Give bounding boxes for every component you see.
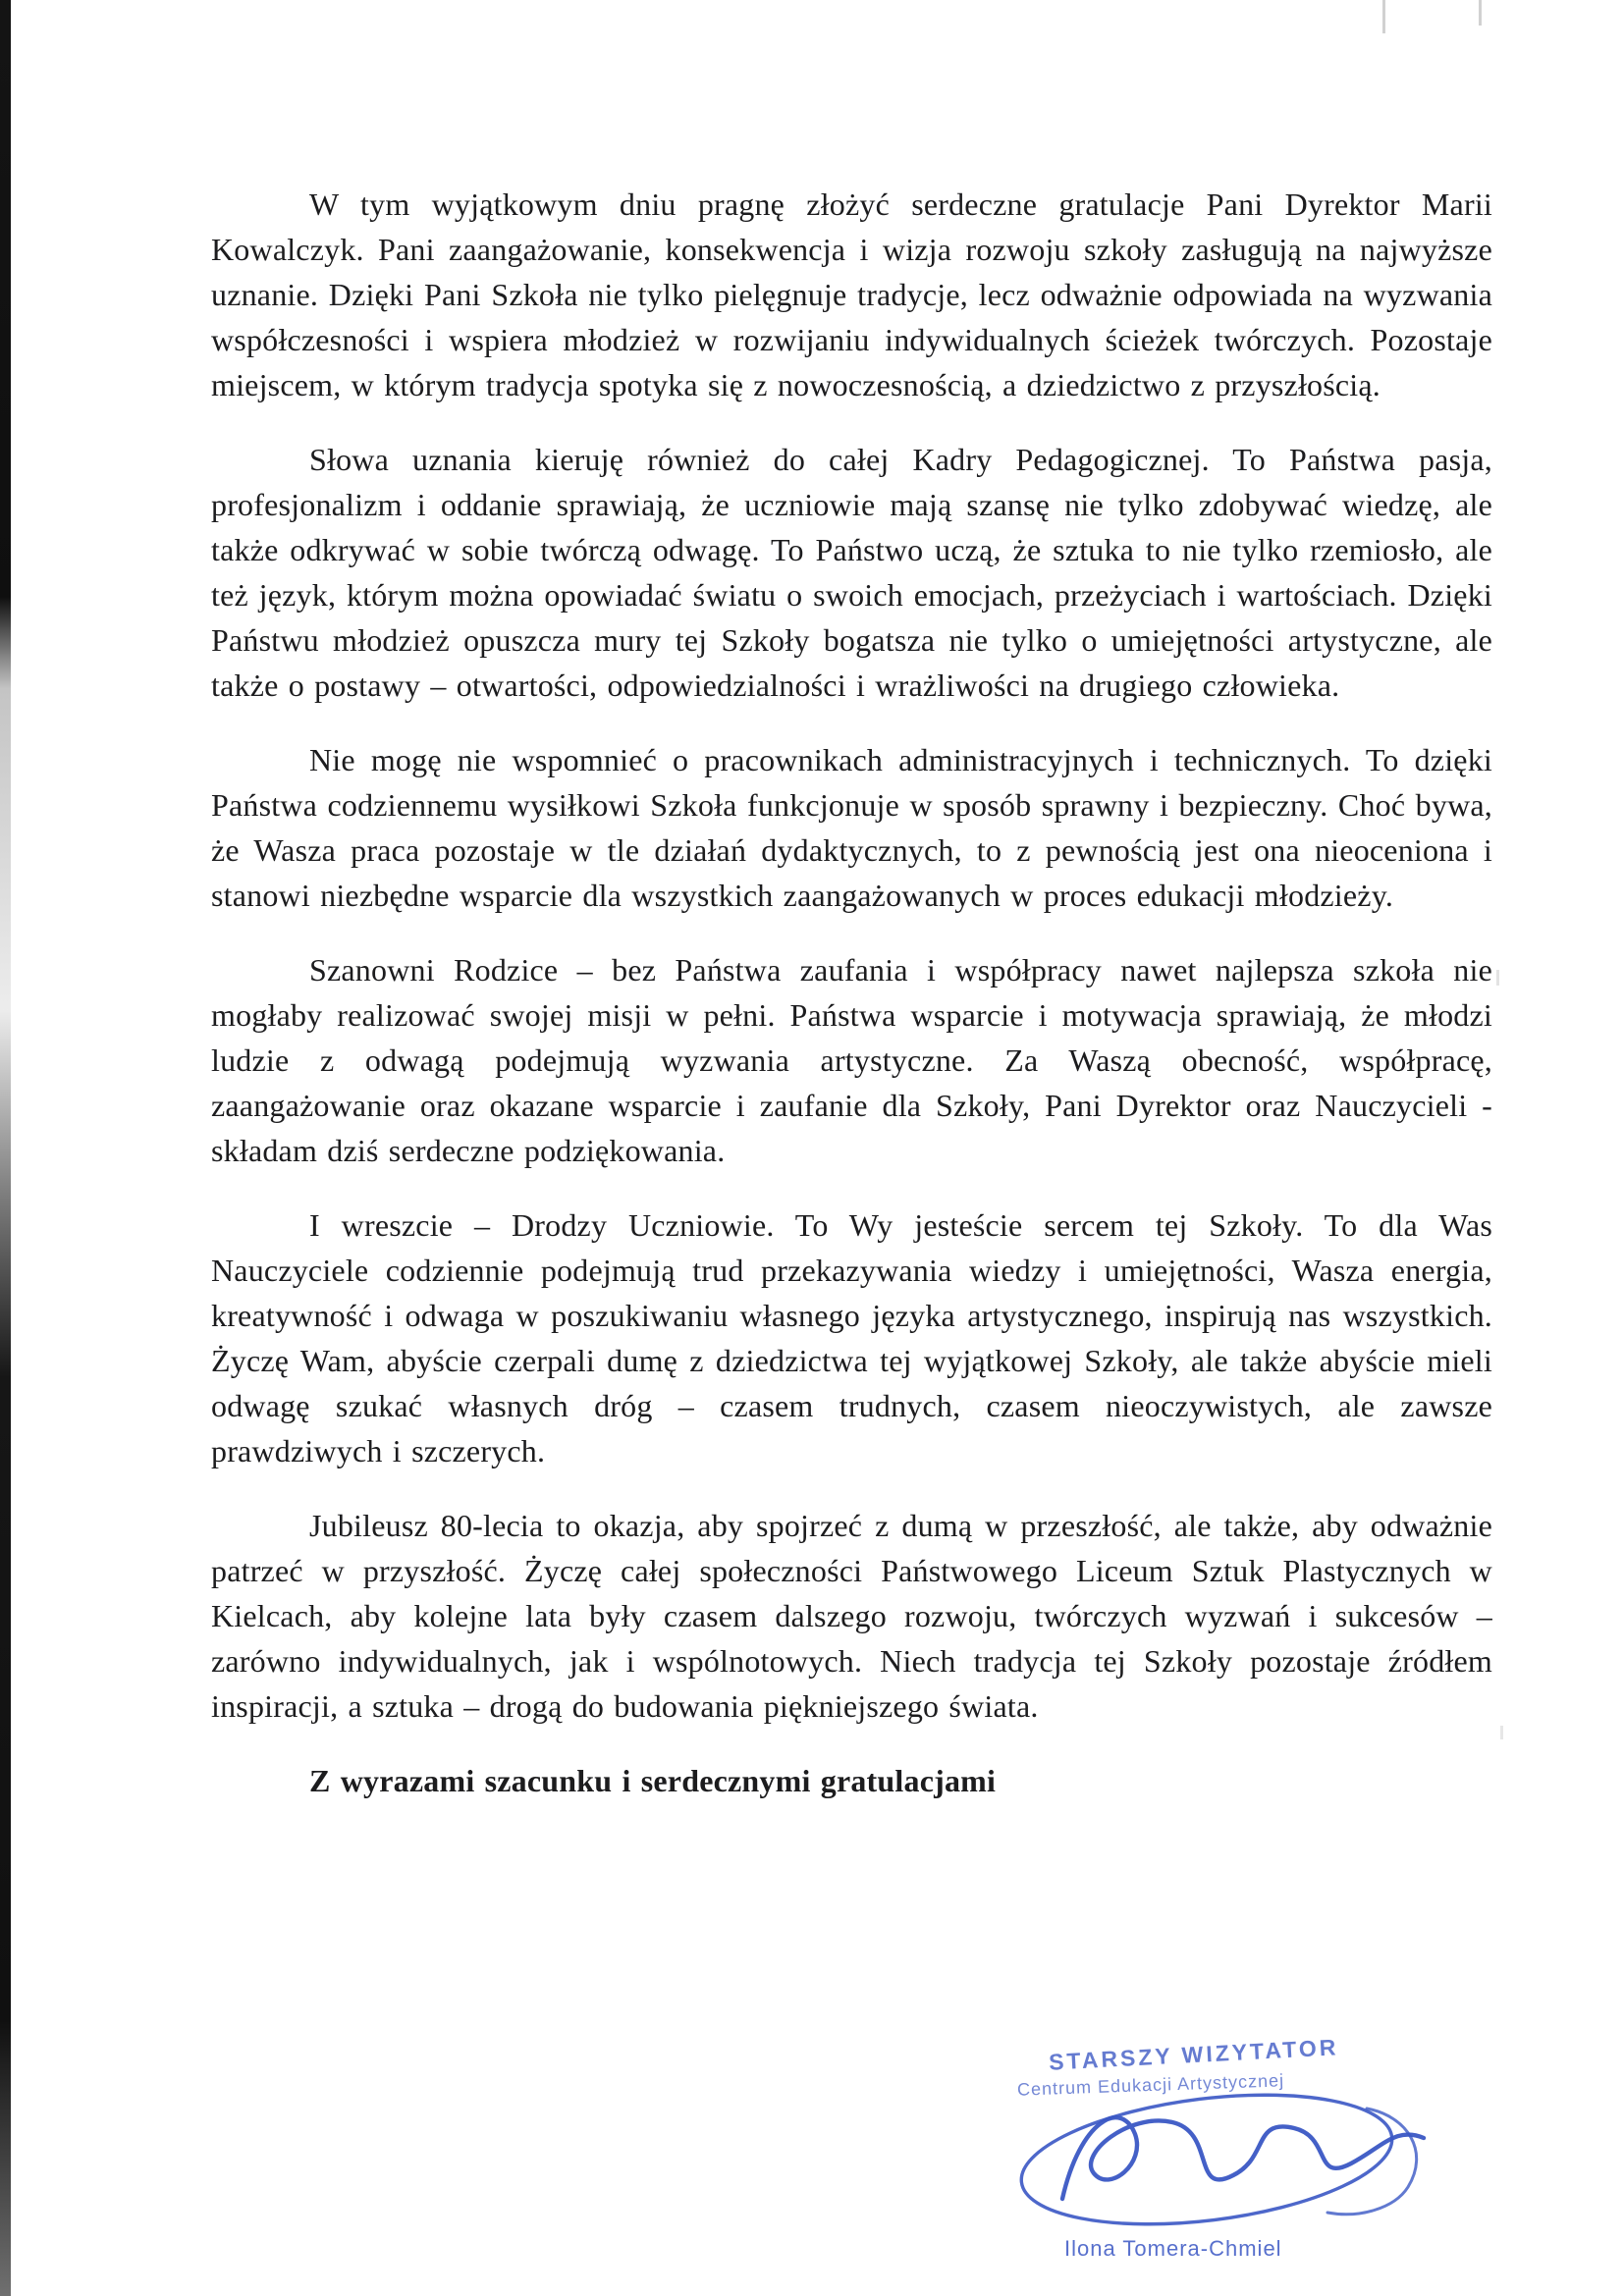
letter-body bbox=[211, 182, 1492, 1833]
paragraph-rodzice: Szanowni Rodzice – bez Państwa zaufania i współpracy nawet najlepsza szkoła nie mogłaby realizować swojej misji w pełni. Państwa wsparcie i motywacja sprawiają, że młodzi ludzie z odwagą podejmują wyzwania artystyczne. Za Waszą obecność, współpracę, zaangażowanie oraz okazane wsparcie i zaufanie dla Szkoły, Pani Dyrektor oraz Nauczycieli - składam dziś serdeczne podziękowania. bbox=[211, 952, 1492, 1168]
paragraph-gratulacje: W tym wyjątkowym dniu pragnę złożyć serdeczne gratulacje Pani Dyrektor Marii Kowalczyk. Pani zaangażowanie, konsekwencja i wizja rozwoju szkoły zasługują na najwyższe uznanie. Dzięki Pani Szkoła nie tylko pielęgnuje tradycje, lecz odważnie odpowiada na wyzwania współczesności i wspiera młodzież w rozwijaniu indywidualnych ścieżek twórczych. Pozostaje miejscem, w którym tradycja spotyka się z nowoczesnością, a dziedzictwo z przyszłością. bbox=[211, 187, 1492, 402]
signature-scribble-icon bbox=[986, 2044, 1447, 2260]
scan-artifact-left-edge bbox=[0, 0, 11, 2296]
stamp-title: STARSZY WIZYTATOR bbox=[1048, 2034, 1339, 2075]
paragraph-kadra-pedagogiczna: Słowa uznania kieruję również do całej Kadry Pedagogicznej. To Państwa pasja, profesjonalizm i oddanie sprawiają, że uczniowie mają szansę nie tylko zdobywać wiedzę, ale także odkrywać w sobie twórczą odwagę. To Państwo uczą, że sztuka to nie tylko rzemiosło, ale też język, którym można opowiadać światu o swoich emocjach, przeżyciach i wartościach. Dzięki Państwu młodzież opuszcza mury tej Szkoły bogatsza nie tylko o umiejętności artystyczne, ale także o postawy – otwartości, odpowiedzialności i wrażliwości na drugiego człowieka. bbox=[211, 442, 1492, 703]
scan-artifact-mark bbox=[1382, 0, 1385, 33]
stamp-organization: Centrum Edukacji Artystycznej bbox=[1016, 2070, 1285, 2100]
paragraph-jubileusz: Jubileusz 80-lecia to okazja, aby spojrzeć z dumą w przeszłość, ale także, aby odważnie patrzeć w przyszłość. Życzę całej społeczności Państwowego Liceum Sztuk Plastycznych w Kielcach, aby kolejne lata były czasem dalszego rozwoju, twórczych wyzwań i sukcesów – zarówno indywidualnych, jak i wspólnotowych. Niech tradycja tej Szkoły pozostaje źródłem inspiracji, a sztuka – drogą do budowania piękniejszego świata. bbox=[211, 1508, 1492, 1724]
closing-line: Z wyrazami szacunku i serdecznymi gratulacjami bbox=[309, 1763, 997, 1798]
signatory-name: Ilona Tomera-Chmiel bbox=[1064, 2236, 1282, 2261]
signature-block bbox=[1000, 2034, 1451, 2279]
scan-artifact-mark bbox=[1500, 1726, 1503, 1739]
scan-artifact-mark bbox=[1496, 970, 1499, 986]
scan-artifact-mark bbox=[1479, 0, 1482, 26]
paragraph-pracownicy: Nie mogę nie wspomnieć o pracownikach administracyjnych i technicznych. To dzięki Państwa codziennemu wysiłkowi Szkoła funkcjonuje w sposób sprawny i bezpieczny. Choć bywa, że Wasza praca pozostaje w tle działań dydaktycznych, to z pewnością jest ona nieoceniona i stanowi niezbędne wsparcie dla wszystkich zaangażowanych w proces edukacji młodzieży. bbox=[211, 742, 1492, 913]
paragraph-uczniowie: I wreszcie – Drodzy Uczniowie. To Wy jesteście sercem tej Szkoły. To dla Was Nauczyciele codziennie podejmują trud przekazywania wiedzy i umiejętności, Wasza energia, kreatywność i odwaga w poszukiwaniu własnego języka artystycznego, inspirują nas wszystkich. Życzę Wam, abyście czerpali dumę z dziedzictwa tej wyjątkowej Szkoły, ale także abyście mieli odwagę szukać własnych dróg – czasem trudnych, czasem nieoczywistych, ale zawsze prawdziwych i szczerych. bbox=[211, 1207, 1492, 1468]
